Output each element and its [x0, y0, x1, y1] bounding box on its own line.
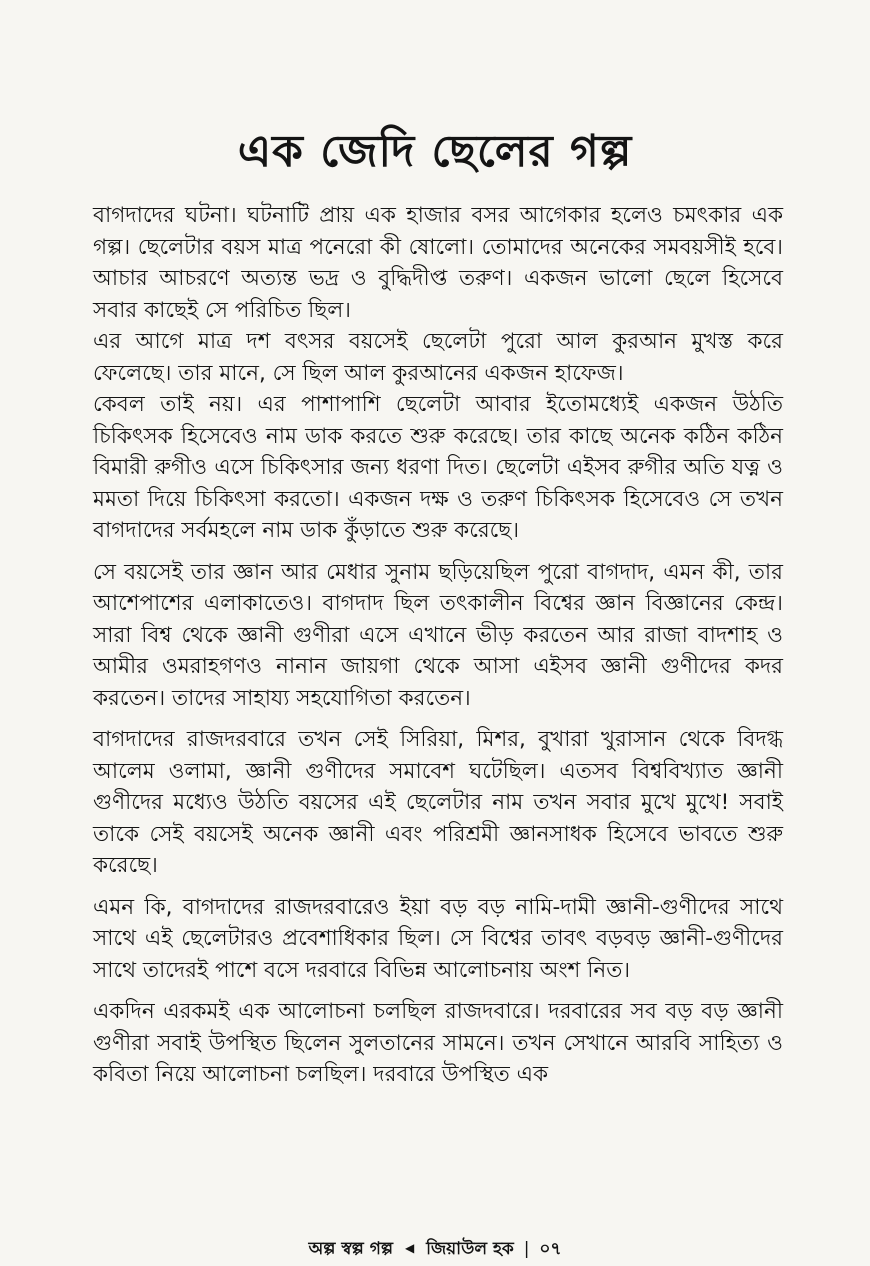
- footer-divider: |: [523, 1239, 530, 1259]
- book-title: অল্প স্বল্প গল্প: [308, 1239, 394, 1259]
- paragraph-7: একদিন এরকমই এক আলোচনা চলছিল রাজদবারে। দরবারের সব বড় বড় জ্ঞানী গুণীরা সবাই উপস্থিত ছিলেন সুলতানের সামনে। তখন সেখানে আরবি সাহিত্য ও কবিতা নিয়ে আলোচনা চলছিল। দরবারে উপস্থিত এক: [93, 999, 783, 1087]
- page-footer: [0, 1236, 870, 1264]
- paragraph-6: এমন কি, বাগদাদের রাজদরবারেও ইয়া বড় বড় নামি-দামী জ্ঞানী-গুণীদের সাথে সাথে এই ছেলেটারও প্রবেশাধিকার ছিল। সে বিশ্বের তাবৎ বড়বড় জ্ঞানী-গুণীদের সাথে তাদেরই পাশে বসে দরবারে বিভিন্ন আলোচনায় অংশ নিত।: [93, 894, 783, 983]
- paragraph-1: বাগদাদের ঘটনা। ঘটনাটি প্রায় এক হাজার বসর আগেকার হলেও চমৎকার এক গল্প। ছেলেটার বয়স মাত্র পনেরো কী ষোলো। তোমাদের অনেকের সমবয়সীই হবে। আচার আচরণে অত্যন্ত ভদ্র ও বুদ্ধিদীপ্ত তরুণ। একজন ভালো ছেলে হিসেবে সবার কাছেই সে পরিচিত ছিল।: [93, 203, 783, 323]
- body-text: [93, 200, 783, 1101]
- paragraph-3: কেবল তাই নয়। এর পাশাপাশি ছেলেটা আবার ইতোমধ্যেই একজন উঠতি চিকিৎসক হিসেবেও নাম ডাক করতে শুরু করেছে। তার কাছে অনেক কঠিন কঠিন বিমারী রুগীও এসে চিকিৎসার জন্য ধরণা দিত। ছেলেটা এইসব রুগীর অতি যত্ন ও মমতা দিয়ে চিকিৎসা করতো। একজন দক্ষ ও তরুণ চিকিৎসক হিসেবেও সে তখন বাগদাদের সর্বমহলে নাম ডাক কুঁড়াতে শুরু করেছে।: [93, 392, 783, 543]
- chapter-title: এক জেদি ছেলের গল্প: [237, 126, 633, 177]
- paragraph-2: এর আগে মাত্র দশ বৎসর বয়সেই ছেলেটা পুরো আল কুরআন মুখস্ত করে ফেলেছে। তার মানে, সে ছিল আল কুরআনের একজন হাফেজ।: [93, 329, 783, 386]
- page-number: ০৭: [539, 1239, 562, 1259]
- separator-arrow-icon: ◀: [404, 1241, 415, 1255]
- paragraph-5: বাগদাদের রাজদরবারে তখন সেই সিরিয়া, মিশর, বুখারা খুরাসান থেকে বিদগ্ধ আলেম ওলামা, জ্ঞানী গুণীদের সমাবেশ ঘটেছিল। এতসব বিশ্ববিখ্যাত জ্ঞানী গুণীদের মধ্যেও উঠতি বয়সের এই ছেলেটার নাম তখন সবার মুখে মুখে! সবাই তাকে সেই বয়সেই অনেক জ্ঞানী এবং পরিশ্রমী জ্ঞানসাধক হিসেবে ভাবতে শুরু করেছে।: [93, 727, 783, 878]
- author-name: জিয়াউল হক: [426, 1239, 514, 1259]
- paragraph-4: সে বয়সেই তার জ্ঞান আর মেধার সুনাম ছড়িয়েছিল পুরো বাগদাদ, এমন কী, তার আশেপাশের এলাকাতেও। বাগদাদ ছিল তৎকালীন বিশ্বের জ্ঞান বিজ্ঞানের কেন্দ্র। সারা বিশ্ব থেকে জ্ঞানী গুণীরা এসে এখানে ভীড় করতেন আর রাজা বাদশাহ ও আমীর ওমরাহগণও নানান জায়গা থেকে আসা এইসব জ্ঞানী গুণীদের কদর করতেন। তাদের সাহায্য সহযোগিতা করতেন।: [93, 559, 783, 711]
